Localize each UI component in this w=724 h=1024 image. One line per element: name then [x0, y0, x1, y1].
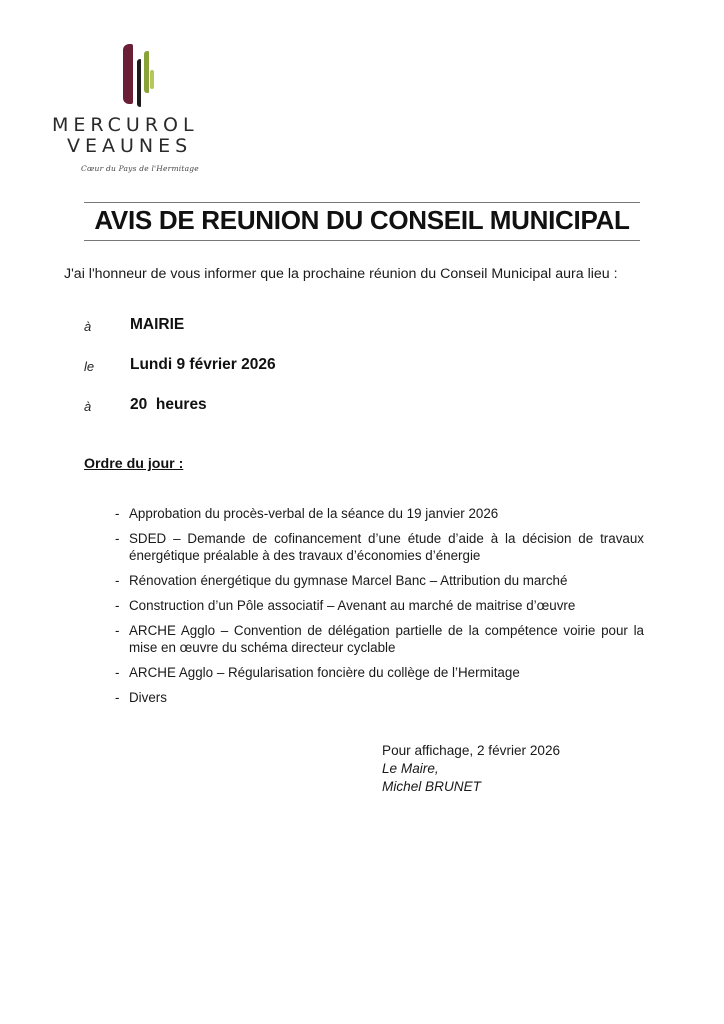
logo-mark-icon — [118, 40, 158, 110]
agenda-heading: Ordre du jour : — [84, 456, 184, 472]
detail-value: MAIRIE — [130, 316, 185, 333]
logo-tagline: Cœur du Pays de l'Hermitage — [81, 164, 199, 173]
signature-block — [382, 742, 560, 796]
detail-value: Lundi 9 février 2026 — [130, 356, 276, 373]
detail-prep: à — [84, 399, 92, 414]
title-rule-top — [84, 202, 640, 203]
title-rule-bottom — [84, 240, 640, 241]
detail-value: 20 heures — [130, 396, 207, 413]
page-title: AVIS DE REUNION DU CONSEIL MUNICIPAL — [94, 205, 630, 235]
agenda-item: - ARCHE Agglo – Convention de délégation partielle de la compétence voirie pour la mise en œuvre du schéma directeur cyclable — [115, 623, 644, 655]
detail-prep: à — [84, 319, 92, 334]
agenda-item: - Construction d’un Pôle associatif – Avenant au marché de maitrise d’œuvre — [115, 598, 576, 613]
logo-bar-maroon — [123, 44, 133, 104]
agenda-item: - ARCHE Agglo – Régularisation foncière du collège de l’Hermitage — [115, 665, 520, 680]
signatory-name: Michel BRUNET — [382, 779, 481, 794]
bullet-dash: - — [115, 690, 120, 705]
detail-prep: le — [84, 359, 95, 374]
bullet-dash: - — [115, 665, 120, 680]
logo-bar-black — [137, 59, 141, 107]
signatory-role: Le Maire, — [382, 761, 439, 776]
agenda-list — [112, 505, 644, 714]
intro-text: J'ai l'honneur de vous informer que la prochaine réunion du Conseil Municipal aura lieu : — [64, 266, 618, 282]
bullet-dash: - — [115, 598, 120, 613]
logo-text-mercurol: MERCUROL — [52, 114, 199, 136]
logo-bar-light-green — [150, 70, 154, 89]
bullet-dash: - — [115, 506, 120, 521]
posting-date: Pour affichage, 2 février 2026 — [382, 743, 561, 758]
bullet-dash: - — [115, 573, 120, 588]
logo-text-veaunes: VEAUNES — [67, 135, 193, 157]
bullet-dash: - — [115, 623, 120, 638]
bullet-dash: - — [115, 531, 120, 546]
agenda-item: - Divers — [115, 690, 167, 705]
agenda-item: - Rénovation énergétique du gymnase Marcel Banc – Attribution du marché — [115, 573, 568, 588]
agenda-item: - SDED – Demande de cofinancement d’une étude d’aide à la décision de travaux énergétique préalable à des travaux d’économies d’énergie — [115, 531, 644, 563]
agenda-item: - Approbation du procès-verbal de la séance du 19 janvier 2026 — [115, 506, 499, 521]
logo-bar-green — [144, 51, 149, 93]
